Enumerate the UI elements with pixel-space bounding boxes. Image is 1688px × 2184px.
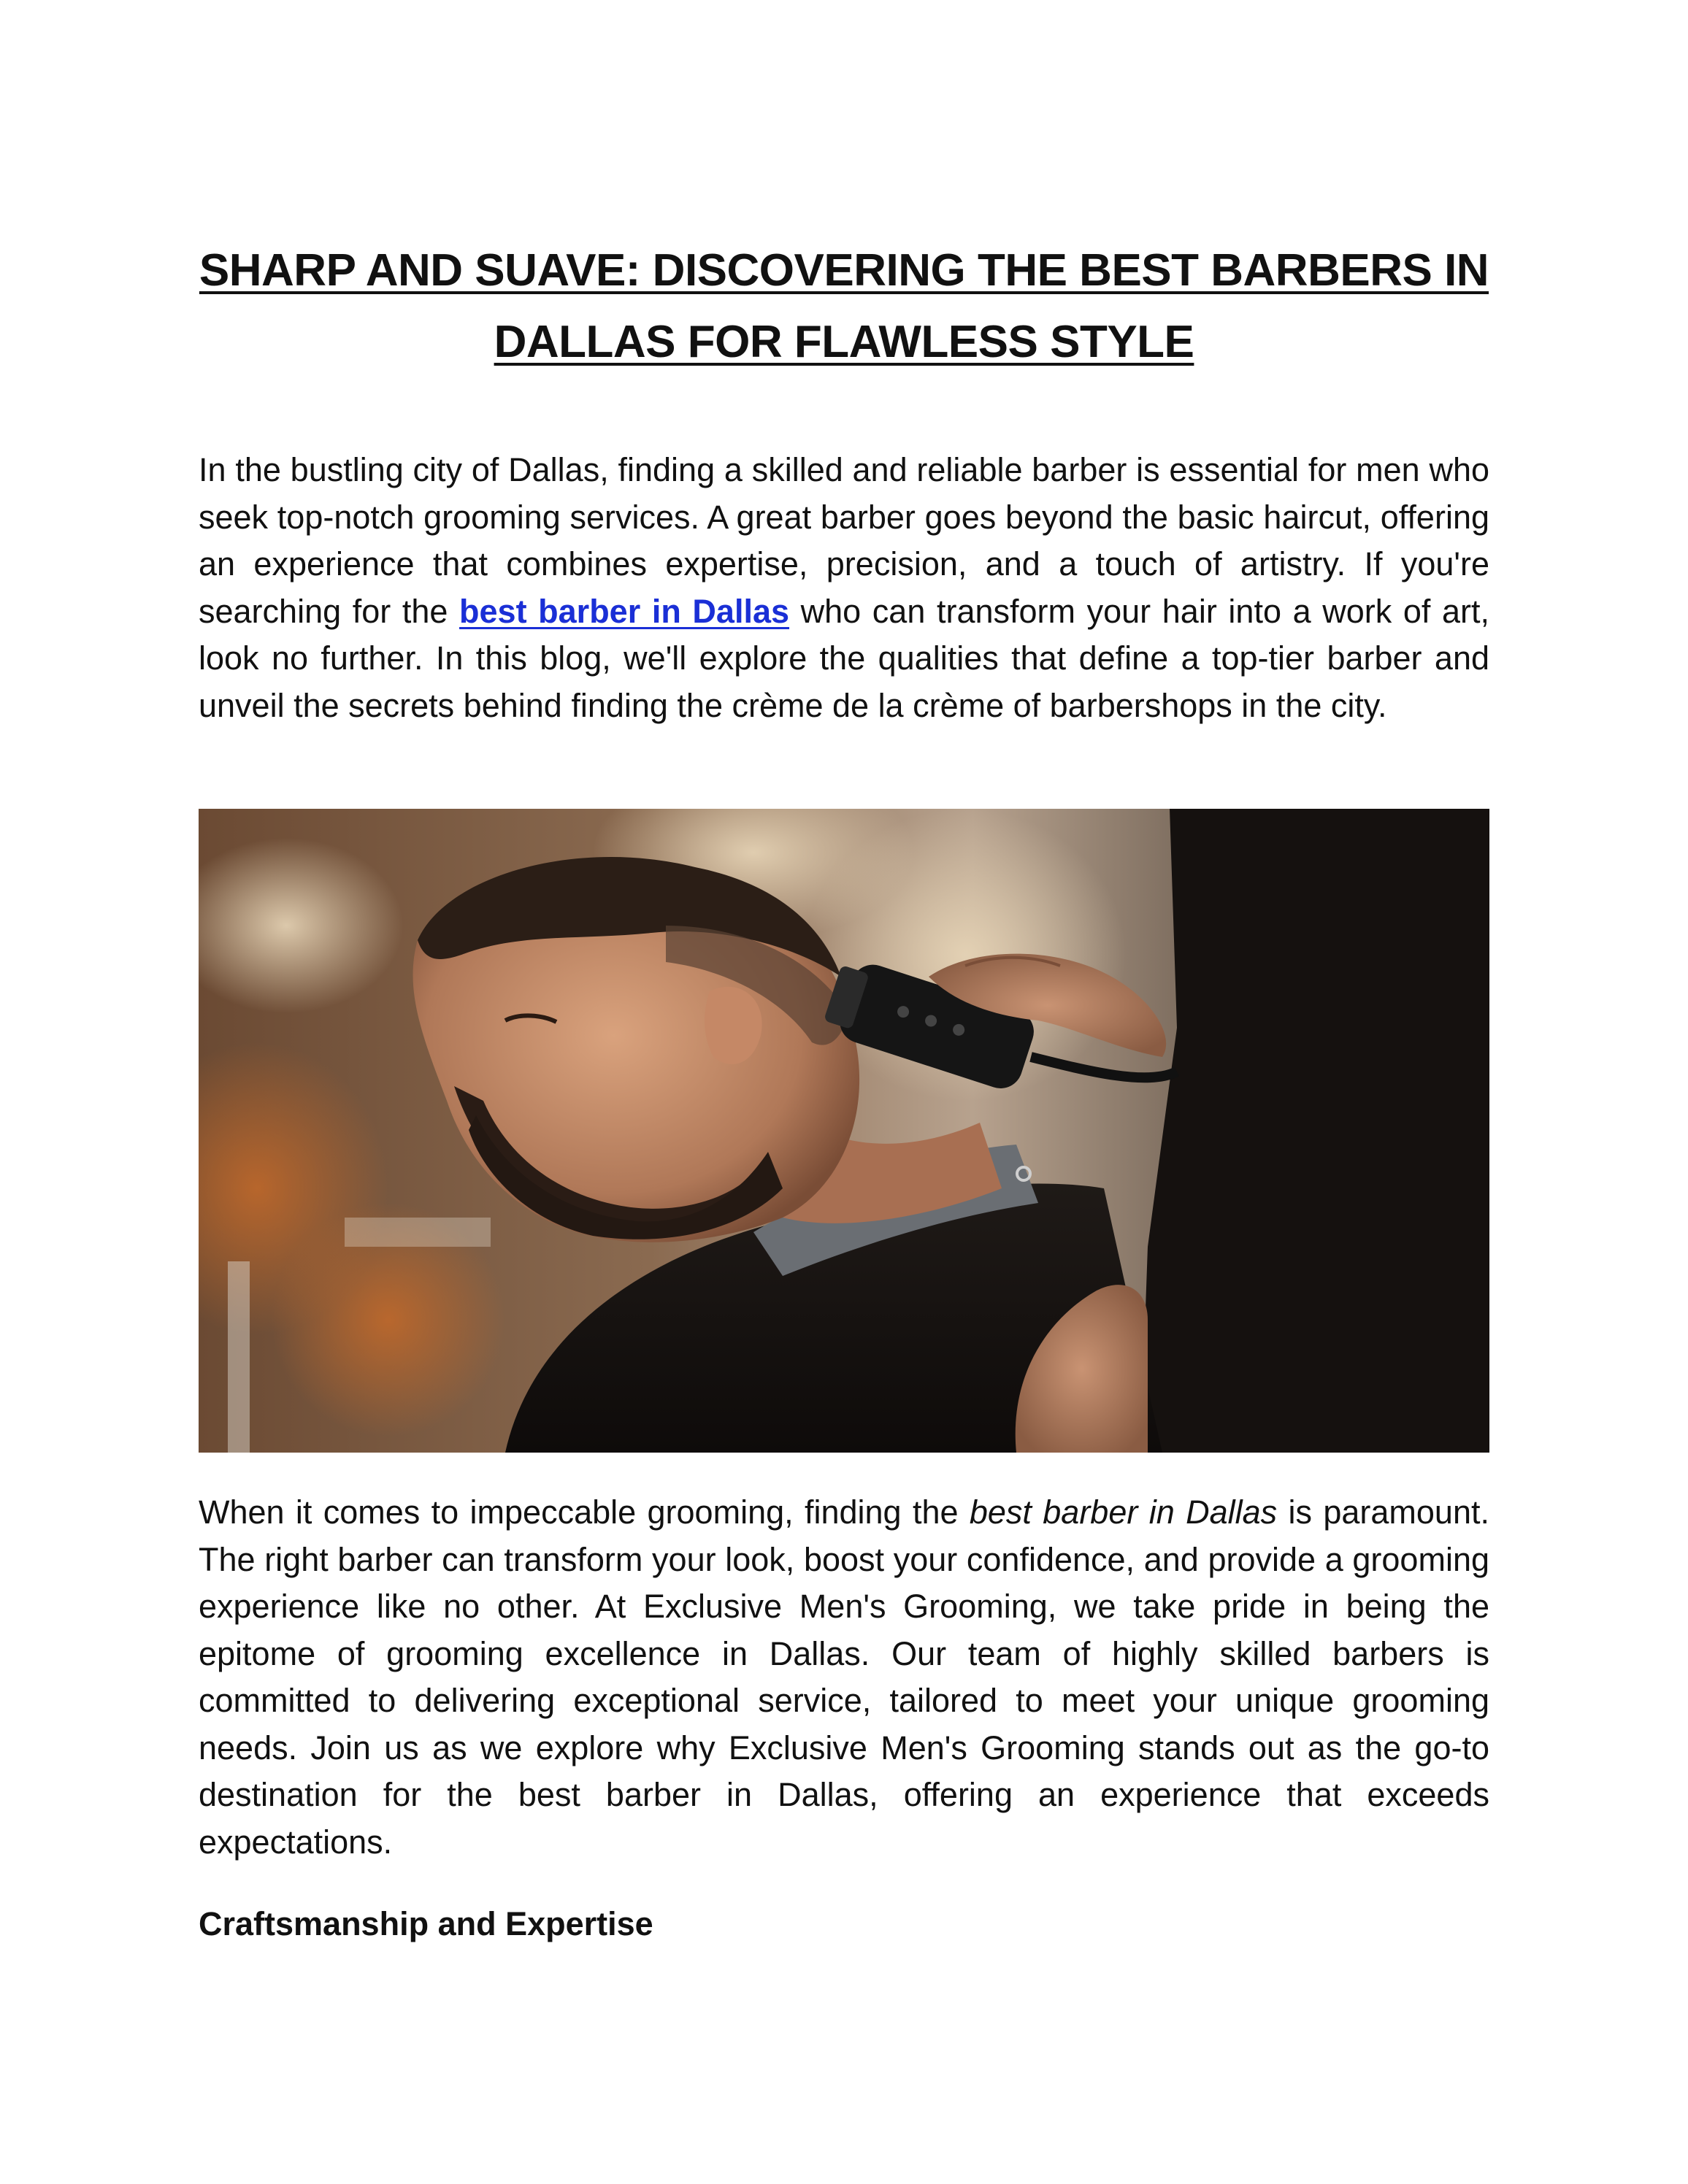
article-title: SHARP AND SUAVE: DISCOVERING THE BEST BARBERS IN DALLAS FOR FLAWLESS STYLE [199, 245, 1489, 367]
section-heading: Craftsmanship and Expertise [199, 1905, 653, 1942]
intro-paragraph [199, 447, 1489, 729]
intro-text-before-link: In the bustling city of Dallas, finding a skilled and reliable barber is essential for men who seek top-notch grooming services. A great barber goes beyond the basic haircut, offering an experience that combines expertise, precision, and a touch of artistry. If you're searching for the [199, 451, 1489, 630]
best-barber-link[interactable]: best barber in Dallas [459, 592, 790, 630]
barber-haircut-photo [199, 809, 1489, 1453]
body-text-before-emphasis: When it comes to impeccable grooming, finding the [199, 1493, 970, 1531]
body-text-after-emphasis: is paramount. The right barber can transform your look, boost your confidence, and provide a grooming experience like no other. At Exclusive Men's Grooming, we take pride in being the epitome of grooming excellence in Dallas. Our team of highly skilled barbers is committed to delivering exceptional service, tailored to meet your unique grooming needs. Join us as we explore why Exclusive Men's Grooming stands out as the go-to destination for the best barber in Dallas, offering an experience that exceeds expectations. [199, 1493, 1489, 1861]
best-barber-emphasis: best barber in Dallas [969, 1493, 1278, 1531]
body-paragraph [199, 1489, 1489, 1866]
intro-text-after-link: who can transform your hair into a work of art, look no further. In this blog, we'll explore the qualities that define a top-tier barber and unveil the secrets behind finding the crème de la crème of barbershops in the city. [199, 592, 1489, 724]
